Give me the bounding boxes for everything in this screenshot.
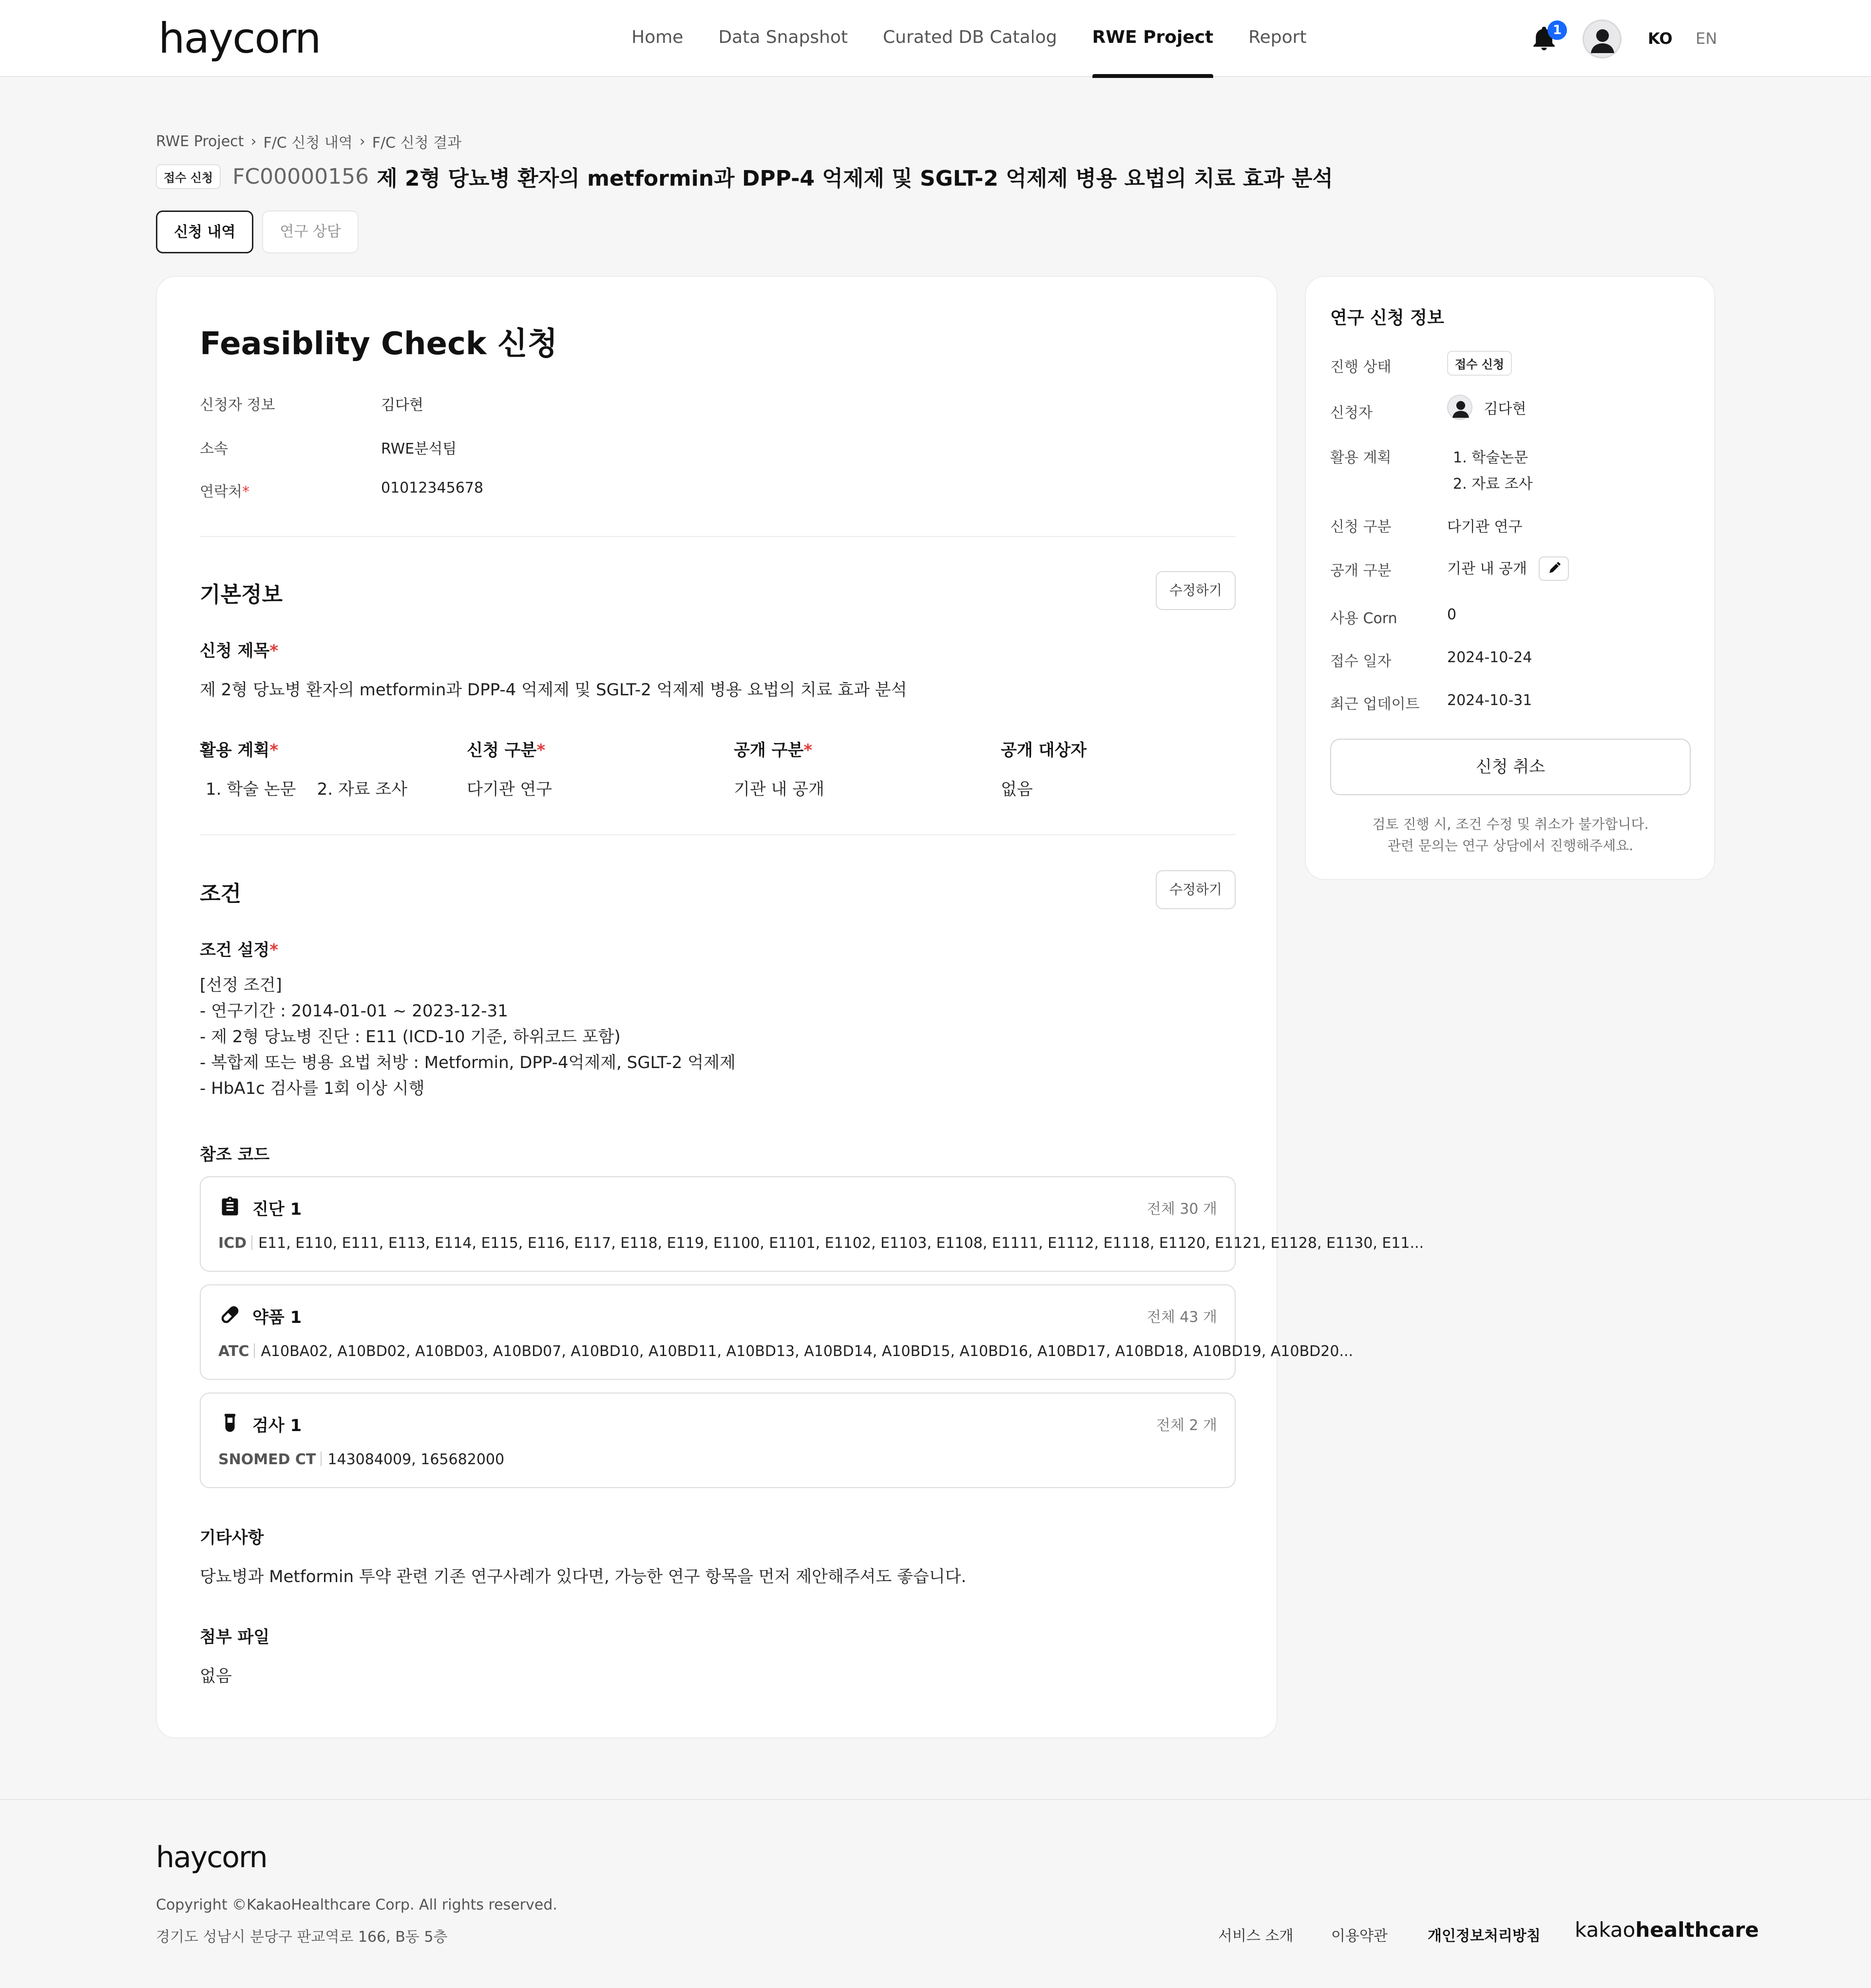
type-value: 다기관 연구	[1447, 518, 1523, 535]
status-badge: 접수 신청	[156, 164, 221, 189]
kakaohealthcare-logo: kakaohealthcare	[1575, 1918, 1759, 1942]
plan-label: 활용 계획	[1330, 449, 1392, 466]
cancel-application-button[interactable]: 신청 취소	[1330, 739, 1691, 795]
ref-count: 전체 30 개	[1146, 1201, 1217, 1218]
main-nav	[631, 0, 1307, 77]
pencil-icon	[1540, 557, 1568, 580]
page-title	[156, 161, 1333, 192]
updated-date-value: 2024-10-31	[1447, 692, 1532, 709]
org-value: RWE분석팀	[381, 440, 457, 458]
tab-bar	[156, 210, 359, 253]
nav-curated-db-catalog[interactable]: Curated DB Catalog	[883, 27, 1057, 47]
breadcrumb	[156, 131, 461, 152]
breadcrumb-item[interactable]: RWE Project	[156, 133, 244, 150]
type-label: 신청 구분*	[467, 741, 545, 760]
etc-label: 기타사항	[200, 1528, 264, 1548]
applicant-label: 신청자	[1330, 404, 1373, 421]
address: 경기도 성남시 분당구 판교역로 166, B동 5층	[156, 1929, 448, 1946]
condition-setting-text: [선정 조건] - 연구기간 : 2014-01-01 ~ 2023-12-31 - 제 2형 당뇨병 진단 : E11 (ICD-10 기준, 하위코드 포함) - 복합제 또는 병용 요법 처방 : Metformin, DPP-4억제제, SGLT-2 억제제 - HbA1c 검사를 1회 이상 시행	[200, 975, 736, 1098]
nav-rwe-project[interactable]: RWE Project	[1092, 0, 1214, 77]
target-label: 공개 대상자	[1001, 741, 1087, 760]
lang-en[interactable]: EN	[1696, 29, 1718, 48]
side-title: 연구 신청 정보	[1330, 308, 1444, 328]
user-icon	[1584, 21, 1623, 60]
card-title: Feasiblity Check 신청	[200, 326, 558, 362]
ref-codes: SNOMED CT 143084009, 165682000	[218, 1451, 505, 1468]
plan-value: 1. 학술 논문 2. 자료 조사	[206, 780, 408, 799]
footer-link-terms[interactable]: 이용약관	[1331, 1928, 1388, 1945]
public-label: 공개 구분*	[734, 741, 812, 760]
ref-card-diagnosis[interactable]	[200, 1176, 1424, 1272]
research-info-card	[1305, 276, 1715, 880]
applicant-value: 김다현	[381, 397, 423, 414]
ref-title: 검사 1	[252, 1416, 302, 1435]
updated-date-label: 최근 업데이트	[1330, 696, 1420, 713]
type-value: 다기관 연구	[467, 780, 553, 799]
notification-badge: 1	[1547, 20, 1567, 40]
basic-info-title: 기본정보	[200, 582, 283, 607]
nav-home[interactable]: Home	[631, 27, 684, 47]
public-value: 기관 내 공개	[734, 780, 824, 799]
status-label: 진행 상태	[1330, 359, 1392, 376]
corn-label: 사용 Corn	[1330, 610, 1397, 627]
edit-basic-button[interactable]: 수정하기	[1156, 571, 1236, 610]
ref-card-test[interactable]	[200, 1393, 1236, 1488]
nav-data-snapshot[interactable]: Data Snapshot	[718, 27, 848, 47]
plan-item-1: 1. 학술논문	[1453, 449, 1528, 466]
ref-card-drug[interactable]	[200, 1284, 1354, 1380]
tab-application[interactable]: 신청 내역	[156, 210, 253, 253]
side-note-line-2: 관련 문의는 연구 상담에서 진행해주세요.	[1387, 838, 1634, 854]
applicant-label: 신청자 정보	[200, 397, 275, 414]
breadcrumb-item: F/C 신청 결과	[372, 134, 462, 152]
user-icon	[1448, 396, 1473, 421]
haycorn-logo[interactable]: haycorn	[158, 14, 321, 63]
pill-icon	[219, 1304, 241, 1325]
request-title-value: 제 2형 당뇨병 환자의 metformin과 DPP-4 억제제 및 SGLT-2 억제제 병용 요법의 치료 효과 분석	[200, 680, 907, 700]
side-note-line-1: 검토 진행 시, 조건 수정 및 취소가 불가합니다.	[1372, 816, 1649, 832]
ref-count: 전체 2 개	[1156, 1417, 1217, 1434]
avatar	[1447, 395, 1472, 420]
condition-title: 조건	[200, 881, 242, 906]
title-text: 제 2형 당뇨병 환자의 metformin과 DPP-4 억제제 및 SGLT-2 억제제 병용 요법의 치료 효과 분석	[377, 166, 1333, 191]
status-badge: 접수 신청	[1447, 351, 1512, 376]
public-label: 공개 구분	[1330, 562, 1392, 579]
request-title-label: 신청 제목*	[200, 641, 278, 661]
footer-link-privacy[interactable]: 개인정보처리방침	[1428, 1928, 1541, 1945]
attachment-value: 없음	[200, 1666, 232, 1686]
footer-link-service[interactable]: 서비스 소개	[1218, 1928, 1294, 1945]
ref-codes: ICD E11, E110, E111, E113, E114, E115, E116, E117, E118, E119, E1100, E1101, E1102, E1103, E1108, E1111, E1112, E1118, E1120, E1121, E1128, E1130, E11...	[218, 1235, 1424, 1252]
ref-codes: ATC A10BA02, A10BD02, A10BD03, A10BD07, A10BD10, A10BD11, A10BD13, A10BD14, A10BD15, A10BD16, A10BD17, A10BD18, A10BD19, A10BD20...	[218, 1343, 1354, 1360]
user-avatar[interactable]	[1583, 19, 1622, 58]
public-value: 기관 내 공개	[1447, 556, 1569, 582]
applicant-value: 김다현	[1447, 395, 1527, 420]
fc-code: FC00000156	[232, 164, 369, 189]
received-date-value: 2024-10-24	[1447, 649, 1532, 666]
target-value: 없음	[1001, 780, 1033, 799]
chevron-right-icon: ›	[250, 133, 257, 150]
etc-value: 당뇨병과 Metformin 투약 관련 기존 연구사례가 있다면, 가능한 연구 항목을 먼저 제안해주셔도 좋습니다.	[200, 1567, 967, 1587]
ref-count: 전체 43 개	[1146, 1309, 1217, 1326]
breadcrumb-item[interactable]: F/C 신청 내역	[263, 134, 353, 152]
condition-setting-label: 조건 설정*	[200, 940, 278, 960]
copyright: Copyright ©KakaoHealthcare Corp. All rights reserved.	[156, 1896, 557, 1913]
footer-logo: haycorn	[156, 1840, 267, 1874]
attachment-label: 첨부 파일	[200, 1627, 270, 1647]
test-tube-icon	[219, 1412, 241, 1434]
status-value	[1447, 351, 1512, 376]
type-label: 신청 구분	[1330, 518, 1392, 535]
ref-code-label: 참조 코드	[200, 1145, 270, 1165]
chevron-right-icon: ›	[359, 133, 365, 150]
lang-ko[interactable]: KO	[1648, 29, 1673, 48]
org-label: 소속	[200, 440, 228, 458]
top-header	[0, 0, 1871, 77]
nav-report[interactable]: Report	[1248, 27, 1307, 47]
phone-value: 01012345678	[381, 479, 483, 497]
edit-condition-button[interactable]: 수정하기	[1156, 870, 1236, 909]
plan-item-2: 2. 자료 조사	[1453, 476, 1533, 493]
ref-title: 진단 1	[252, 1200, 302, 1219]
edit-public-button[interactable]	[1539, 556, 1569, 581]
divider	[200, 536, 1236, 537]
plan-label: 활용 계획*	[200, 741, 278, 760]
corn-value: 0	[1447, 606, 1457, 623]
received-date-label: 접수 일자	[1330, 653, 1392, 670]
footer	[0, 1799, 1871, 1988]
tab-consultation[interactable]: 연구 상담	[262, 210, 358, 253]
divider	[200, 834, 1236, 835]
phone-label: 연락처*	[200, 483, 249, 500]
ref-title: 약품 1	[252, 1308, 302, 1327]
clipboard-icon	[219, 1196, 241, 1217]
